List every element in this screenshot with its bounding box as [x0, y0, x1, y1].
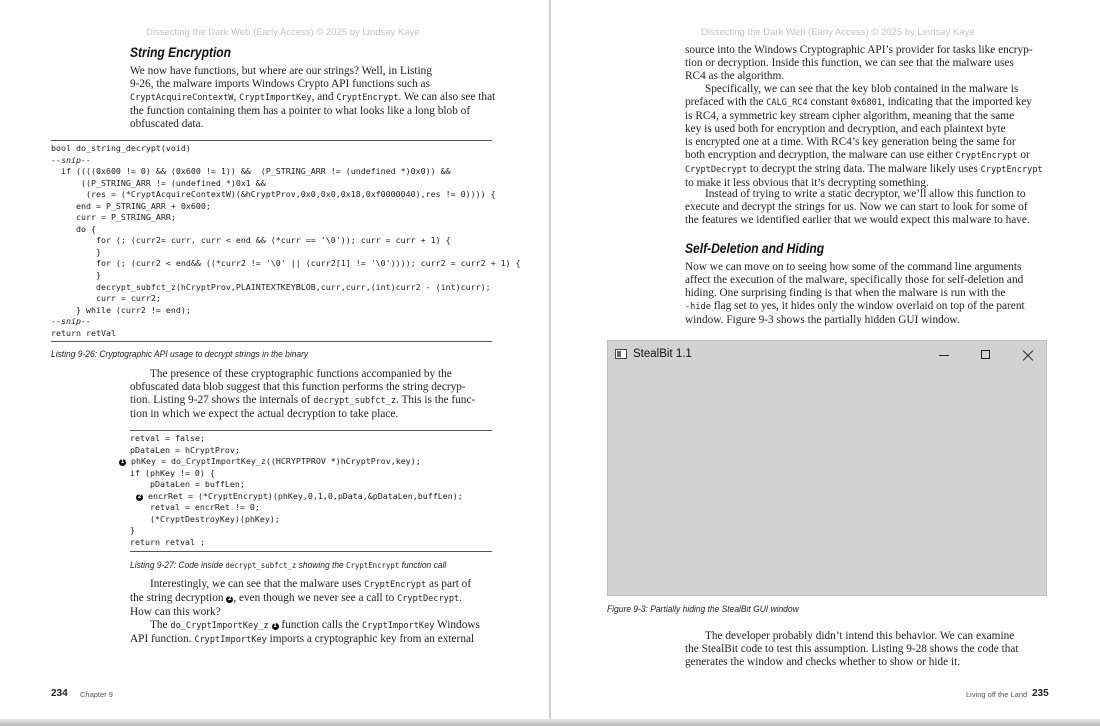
text-line: Interestingly, we can see that the malware uses CryptEncrypt as part of — [150, 578, 472, 590]
code-line — [130, 502, 463, 514]
code-line: --snip-- — [51, 316, 91, 327]
listing-rule-bottom — [130, 551, 492, 552]
text-line: both encryption and decryption, the malware can use either CryptEncrypt or — [685, 149, 1030, 161]
text-line: is encrypted one at a time. With RC4’s key generation being the same for — [685, 136, 1016, 148]
text-line: prefaced with the CALG_RC4 constant 0x6801, indicating that the imported key — [685, 96, 1032, 108]
code-line — [130, 445, 463, 457]
text-line: source into the Windows Cryptographic API’s provider for tasks like encryp- — [685, 44, 1033, 56]
right-running-header: Dissecting the Dark Web (Early Access) © 2025 by Lindsay Kaye — [701, 27, 975, 38]
code-line: do { — [51, 223, 96, 234]
text-line: Specifically, we can see that the key blob contained in the malware is — [705, 83, 1019, 95]
text-line: hiding. One surprising finding is that when the malware is run with the — [685, 287, 1006, 299]
developer-paragraph — [685, 630, 1019, 669]
stealbit-window-figure — [607, 340, 1047, 596]
listing-caption-9-26: Listing 9-26: Cryptographic API usage to decrypt strings in the binary — [51, 349, 309, 359]
code-text: if (phKey != 0) { — [130, 467, 215, 478]
code-line — [130, 537, 463, 549]
code-line — [130, 491, 463, 503]
code-line: ((P_STRING_ARR != (undefined *)0x1 && — [51, 177, 266, 188]
window-titlebar[interactable] — [608, 341, 1046, 369]
code-text: pDataLen = buffLen; — [130, 479, 245, 490]
text-line: CryptAcquireContextW, CryptImportKey, and CryptEncrypt. We can also see that — [130, 91, 496, 103]
text-line: the features we identified earlier that we would expect this malware to have. — [685, 214, 1030, 226]
text-line: Instead of trying to write a static decryptor, we’ll allow this function to — [705, 188, 1026, 200]
text-line: to make it less obvious that it’s decrypting something. — [685, 177, 929, 189]
text-line: How can this work? — [130, 606, 221, 618]
section-title-string-encryption: String Encryption — [130, 44, 232, 60]
code-line: end = P_STRING_ARR + 0x600; — [51, 200, 211, 211]
code-text: encrRet = (*CryptEncrypt)(phKey,0,1,0,pData,&pDataLen,buffLen); — [148, 490, 463, 501]
callout-1-icon: 1 — [273, 623, 277, 629]
code-text: retval = encrRet != 0; — [130, 502, 260, 513]
page-gutter — [549, 0, 551, 726]
callout-1-icon: 1 — [120, 459, 125, 466]
text-line: CryptDecrypt to decrypt the string data. The malware likely uses CryptEncrypt — [685, 163, 1043, 175]
callout-2-icon: 2 — [137, 493, 142, 500]
text-line: generates the window and checks whether to show or hide it. — [685, 656, 961, 668]
code-text: phKey = do_CryptImportKey_z((HCRYPTPROV *)hCryptProv,key); — [131, 456, 421, 467]
right-top-paragraph — [685, 44, 1033, 83]
text-line: affect the execution of the malware, specifically those for self-deletion and — [685, 274, 1024, 286]
text-line: -hide flag set to yes, it hides only the window overlaid on top of the parent — [685, 300, 1025, 312]
maximize-icon[interactable] — [971, 345, 1001, 365]
code-line: (res = (*CryptAcquireContextW)(&hCryptProv,0x0,0x0,0x18,0xf0000040),res != 0)))) { — [51, 189, 496, 200]
text-line: key is used both for encryption and decryption, and each plaintext byte — [685, 123, 1006, 135]
code-text: pDataLen = hCryptProv; — [130, 444, 240, 455]
text-line: Now we can move on to seeing how some of the command line arguments — [685, 261, 1022, 273]
rc4-paragraph — [685, 83, 1043, 190]
code-line: curr = P_STRING_ARR; — [51, 212, 176, 223]
right-footer-chapter: Living off the Land — [966, 690, 1028, 699]
text-line: The do_CryptImportKey_z 1 function calls the CryptImportKey Windows — [150, 619, 480, 631]
code-line — [130, 525, 463, 537]
listing-rule-top — [130, 430, 492, 431]
code-line: for (; (curr2 < end&& ((*curr2 != '\0' || (curr2[1] != '\0')))); curr2 = curr2 + 1) { — [51, 258, 521, 269]
listing-caption-9-27: Listing 9-27: Code inside decrypt_subfct_z showing the CryptEncrypt function call — [130, 560, 447, 570]
code-line: } — [51, 270, 101, 281]
text-line: the function containing them has a pointer to what looks like a long blob of — [130, 105, 471, 117]
text-line: The developer probably didn’t intend this behavior. We can examine — [705, 630, 1015, 642]
text-line: 9-26, the malware imports Windows Crypto API functions such as — [130, 78, 430, 90]
code-line — [130, 514, 463, 526]
code-line: bool do_string_decrypt(void) — [51, 143, 191, 153]
text-line: the StealBit code to test this assumption. Listing 9-28 shows the code that — [685, 643, 1019, 655]
close-icon[interactable] — [1012, 345, 1042, 365]
code-line: } while (curr2 != end); — [51, 304, 191, 315]
text-line: window. Figure 9-3 shows the partially hidden GUI window. — [685, 314, 960, 326]
code-line — [130, 479, 463, 491]
text-line: We now have functions, but where are our strings? Well, in Listing — [130, 65, 432, 77]
left-footer-chapter: Chapter 9 — [80, 690, 113, 699]
text-line: obfuscated data blob suggest that this function performs the string decryp- — [130, 381, 466, 393]
decryptor-paragraph — [685, 188, 1030, 227]
intro-paragraph — [130, 65, 495, 131]
app-window-icon — [615, 349, 627, 359]
closing-paragraph — [130, 578, 480, 647]
viewer-bottom-edge — [0, 719, 1100, 726]
text-line: tion in which we expect the actual decryption to take place. — [130, 408, 399, 420]
code-line: decrypt_subfct_z(hCryptProv,PLAINTEXTKEYBLOB,curr,curr,(int)curr2 - (int)curr); — [51, 281, 491, 292]
code-line: curr = curr2; — [51, 293, 161, 304]
callout-2-icon: 2 — [227, 596, 232, 602]
window-title: StealBit 1.1 — [633, 348, 692, 360]
text-line: the string decryption 2 , even though we never see a call to CryptDecrypt. — [130, 592, 462, 604]
text-line: tion. Listing 9-27 shows the internals of decrypt_subfct_z. This is the func- — [130, 394, 476, 406]
section-title-self-deletion: Self-Deletion and Hiding — [685, 240, 825, 256]
text-line: is RC4, a symmetric key stream cipher algorithm, meaning that the same — [685, 110, 1015, 122]
middle-paragraph — [130, 368, 475, 421]
listing-rule-top — [51, 140, 492, 141]
text-line: execute and decrypt the strings for us. Now we can start to look for some of — [685, 201, 1028, 213]
code-line — [130, 468, 463, 480]
code-text: retval = false; — [130, 433, 205, 443]
code-line — [130, 433, 463, 445]
code-line: for (; (curr2= curr, curr < end && (*curr == '\0')); curr = curr + 1) { — [51, 235, 451, 246]
code-listing-9-27 — [120, 433, 463, 548]
figure-caption-9-3: Figure 9-3: Partially hiding the StealBit GUI window — [607, 604, 799, 614]
text-line: tion or decryption. Inside this function, we can see that the malware uses — [685, 57, 1014, 69]
code-line: if ((((0x600 != 0) && (0x600 != 1)) && (P_STRING_ARR != (undefined *)0x0)) && — [51, 166, 451, 177]
code-line: } — [51, 246, 101, 257]
left-running-header: Dissecting the Dark Web (Early Access) © 2025 by Lindsay Kaye — [146, 27, 420, 38]
code-line: --snip-- — [51, 154, 91, 165]
code-text: return retval ; — [130, 536, 205, 547]
left-page-number: 234 — [51, 688, 68, 699]
code-line: return retVal — [51, 327, 116, 338]
minimize-icon[interactable] — [929, 345, 959, 365]
text-line: RC4 as the algorithm. — [685, 70, 785, 82]
code-line — [120, 456, 463, 468]
right-page-number: 235 — [1032, 688, 1049, 699]
text-line: The presence of these cryptographic functions accompanied by the — [150, 368, 452, 380]
text-line: obfuscated data. — [130, 118, 204, 130]
code-text: (*CryptDestroyKey)(phKey); — [130, 513, 280, 524]
code-listing-9-26 — [51, 143, 521, 339]
self-deletion-paragraph — [685, 261, 1025, 327]
text-line: API function. CryptImportKey imports a cryptographic key from an external — [130, 633, 475, 645]
code-text: } — [130, 525, 135, 536]
listing-rule-bottom — [51, 341, 492, 342]
